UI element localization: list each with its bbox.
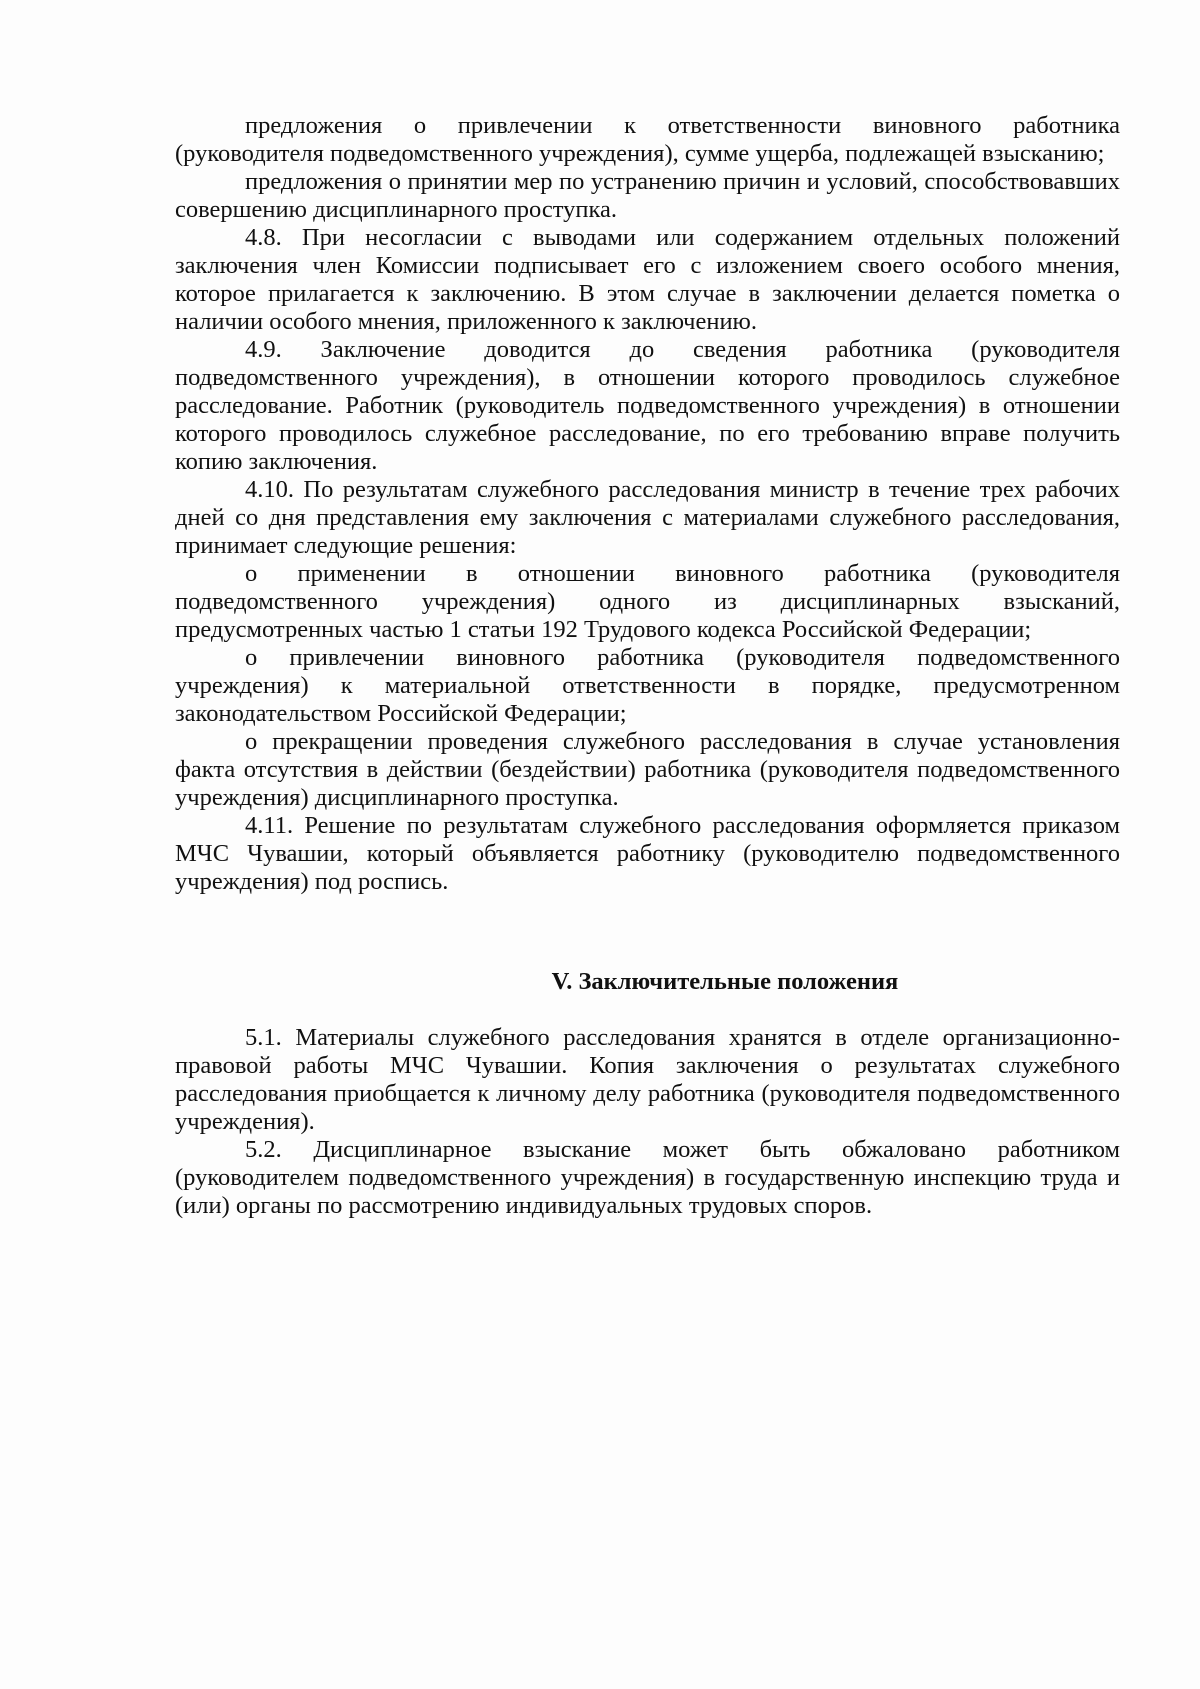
paragraph-measures-proposals: предложения о принятии мер по устранению причин и условий, способствовавших совершению дисциплинарного проступка. (175, 168, 1120, 223)
section-spacer (175, 896, 1120, 968)
paragraph-4-8: 4.8. При несогласии с выводами или содержанием отдельных положений заключения член Комиссии подписывает его с изложением своего особого мнения, которое прилагается к заключению. В этом случае в заключении делается пометка о наличии особого мнения, приложенного к заключению. (175, 224, 1120, 335)
section-heading-final-provisions: V. Заключительные положения (551, 968, 899, 995)
paragraph-4-10: 4.10. По результатам служебного расследования министр в течение трех рабочих дней со дня представления ему заключения с материалами служебного расследования, принимает следующие решения: (175, 476, 1120, 559)
paragraph-5-2: 5.2. Дисциплинарное взыскание может быть обжаловано работником (руководителем подведомственного учреждения) в государственную инспекцию труда и (или) органы по рассмотрению индивидуальных трудовых споров. (175, 1136, 1120, 1219)
paragraph-decision-termination: о прекращении проведения служебного расследования в случае установления факта отсутствия в действии (бездействии) работника (руководителя подведомственного учреждения) дисциплинарного проступка. (175, 728, 1120, 811)
document-body (175, 112, 1120, 1220)
paragraph-5-1: 5.1. Материалы служебного расследования хранятся в отделе организационно-правовой работы МЧС Чувашии. Копия заключения о результатах служебного расследования приобщается к личному делу работника (руководителя подведомственного учреждения). (175, 1024, 1120, 1135)
paragraph-4-11: 4.11. Решение по результатам служебного расследования оформляется приказом МЧС Чувашии, который объявляется работнику (руководителю подведомственного учреждения) под роспись. (175, 812, 1120, 895)
paragraph-decision-disciplinary: о применении в отношении виновного работника (руководителя подведомственного учреждения) одного из дисциплинарных взысканий, предусмотренных частью 1 статьи 192 Трудового кодекса Российской Федерации; (175, 560, 1120, 643)
paragraph-liability-proposals: предложения о привлечении к ответственности виновного работника (руководителя подведомственного учреждения), сумме ущерба, подлежащей взысканию; (175, 112, 1120, 167)
paragraph-4-9: 4.9. Заключение доводится до сведения работника (руководителя подведомственного учреждения), в отношении которого проводилось служебное расследование. Работник (руководитель подведомственного учреждения) в отношении которого проводилось служебное расследование, по его требованию вправе получить копию заключения. (175, 336, 1120, 475)
paragraph-decision-material: о привлечении виновного работника (руководителя подведомственного учреждения) к материальной ответственности в порядке, предусмотренном законодательством Российской Федерации; (175, 644, 1120, 727)
heading-spacer (175, 996, 1120, 1024)
